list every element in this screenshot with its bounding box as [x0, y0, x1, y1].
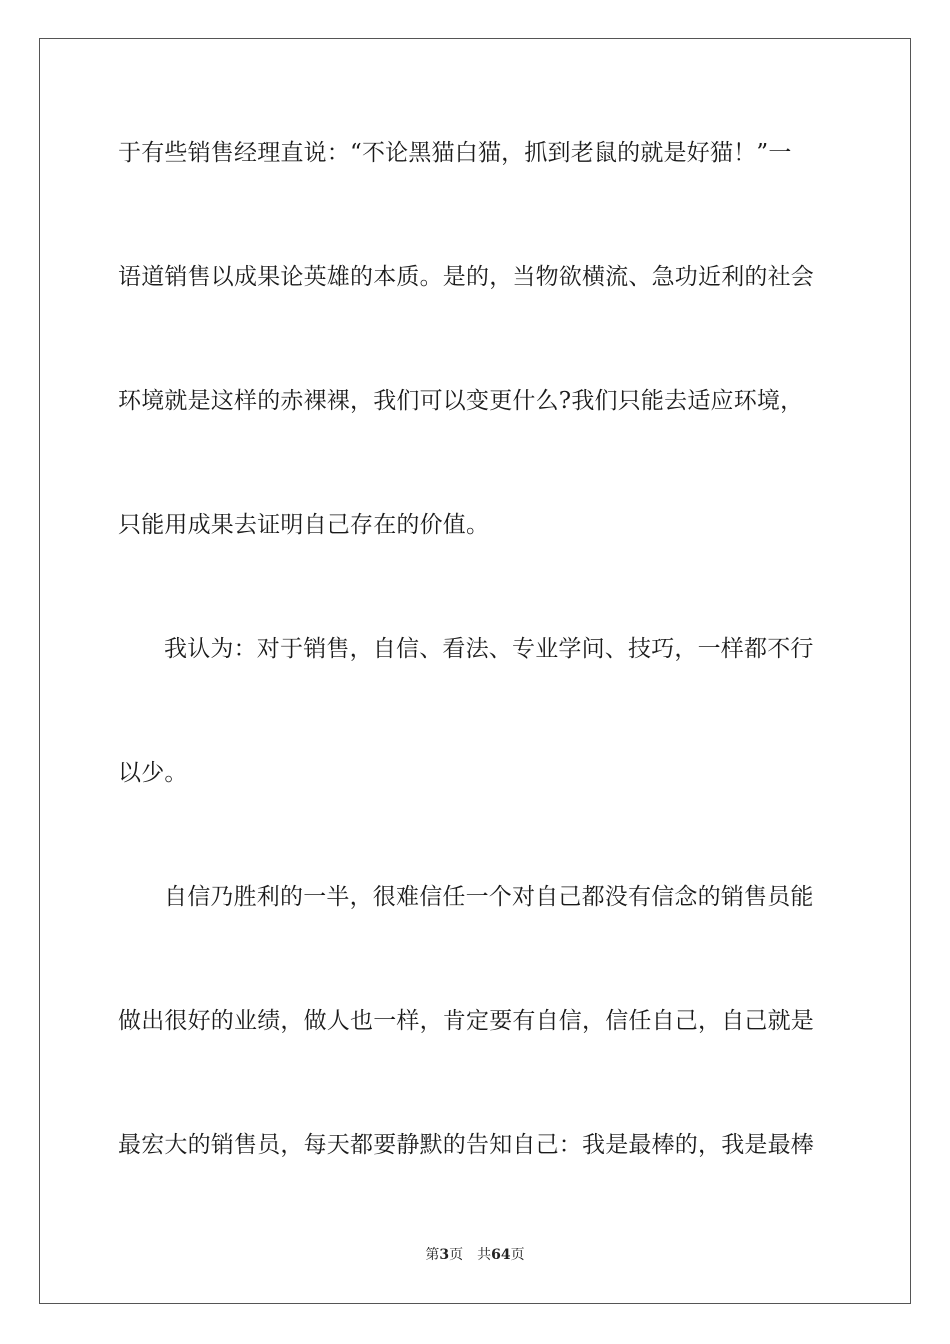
page-border	[39, 38, 911, 1304]
total-label-suffix: 页	[510, 1247, 525, 1263]
paragraph-first-line: 自信乃胜利的一半，很难信任一个对自己都没有信念的销售员能	[164, 884, 814, 910]
page-label-prefix: 第	[425, 1247, 440, 1263]
page-footer	[0, 1246, 950, 1264]
page-label-suffix: 页	[449, 1247, 464, 1263]
body-text-line: 语道销售以成果论英雄的本质。是的，当物欲横流、急功近利的社会	[118, 264, 814, 290]
paragraph-first-line: 我认为：对于销售，自信、看法、专业学问、技巧，一样都不行	[164, 636, 814, 662]
body-text-line: 只能用成果去证明自己存在的价值。	[118, 512, 490, 538]
body-text-line: 最宏大的销售员，每天都要静默的告知自己：我是最棒的，我是最棒	[118, 1132, 814, 1158]
body-text-line: 做出很好的业绩，做人也一样，肯定要有自信，信任自己，自己就是	[118, 1008, 814, 1034]
total-label-prefix: 共	[477, 1247, 492, 1263]
body-text-line: 以少。	[118, 760, 188, 786]
body-text-line: 于有些销售经理直说：“不论黑猫白猫，抓到老鼠的就是好猫！”一	[118, 140, 792, 166]
body-text-line: 环境就是这样的赤裸裸，我们可以变更什么?我们只能去适应环境，	[118, 388, 804, 414]
total-pages: 64	[491, 1247, 511, 1263]
page-number: 3	[439, 1247, 450, 1263]
